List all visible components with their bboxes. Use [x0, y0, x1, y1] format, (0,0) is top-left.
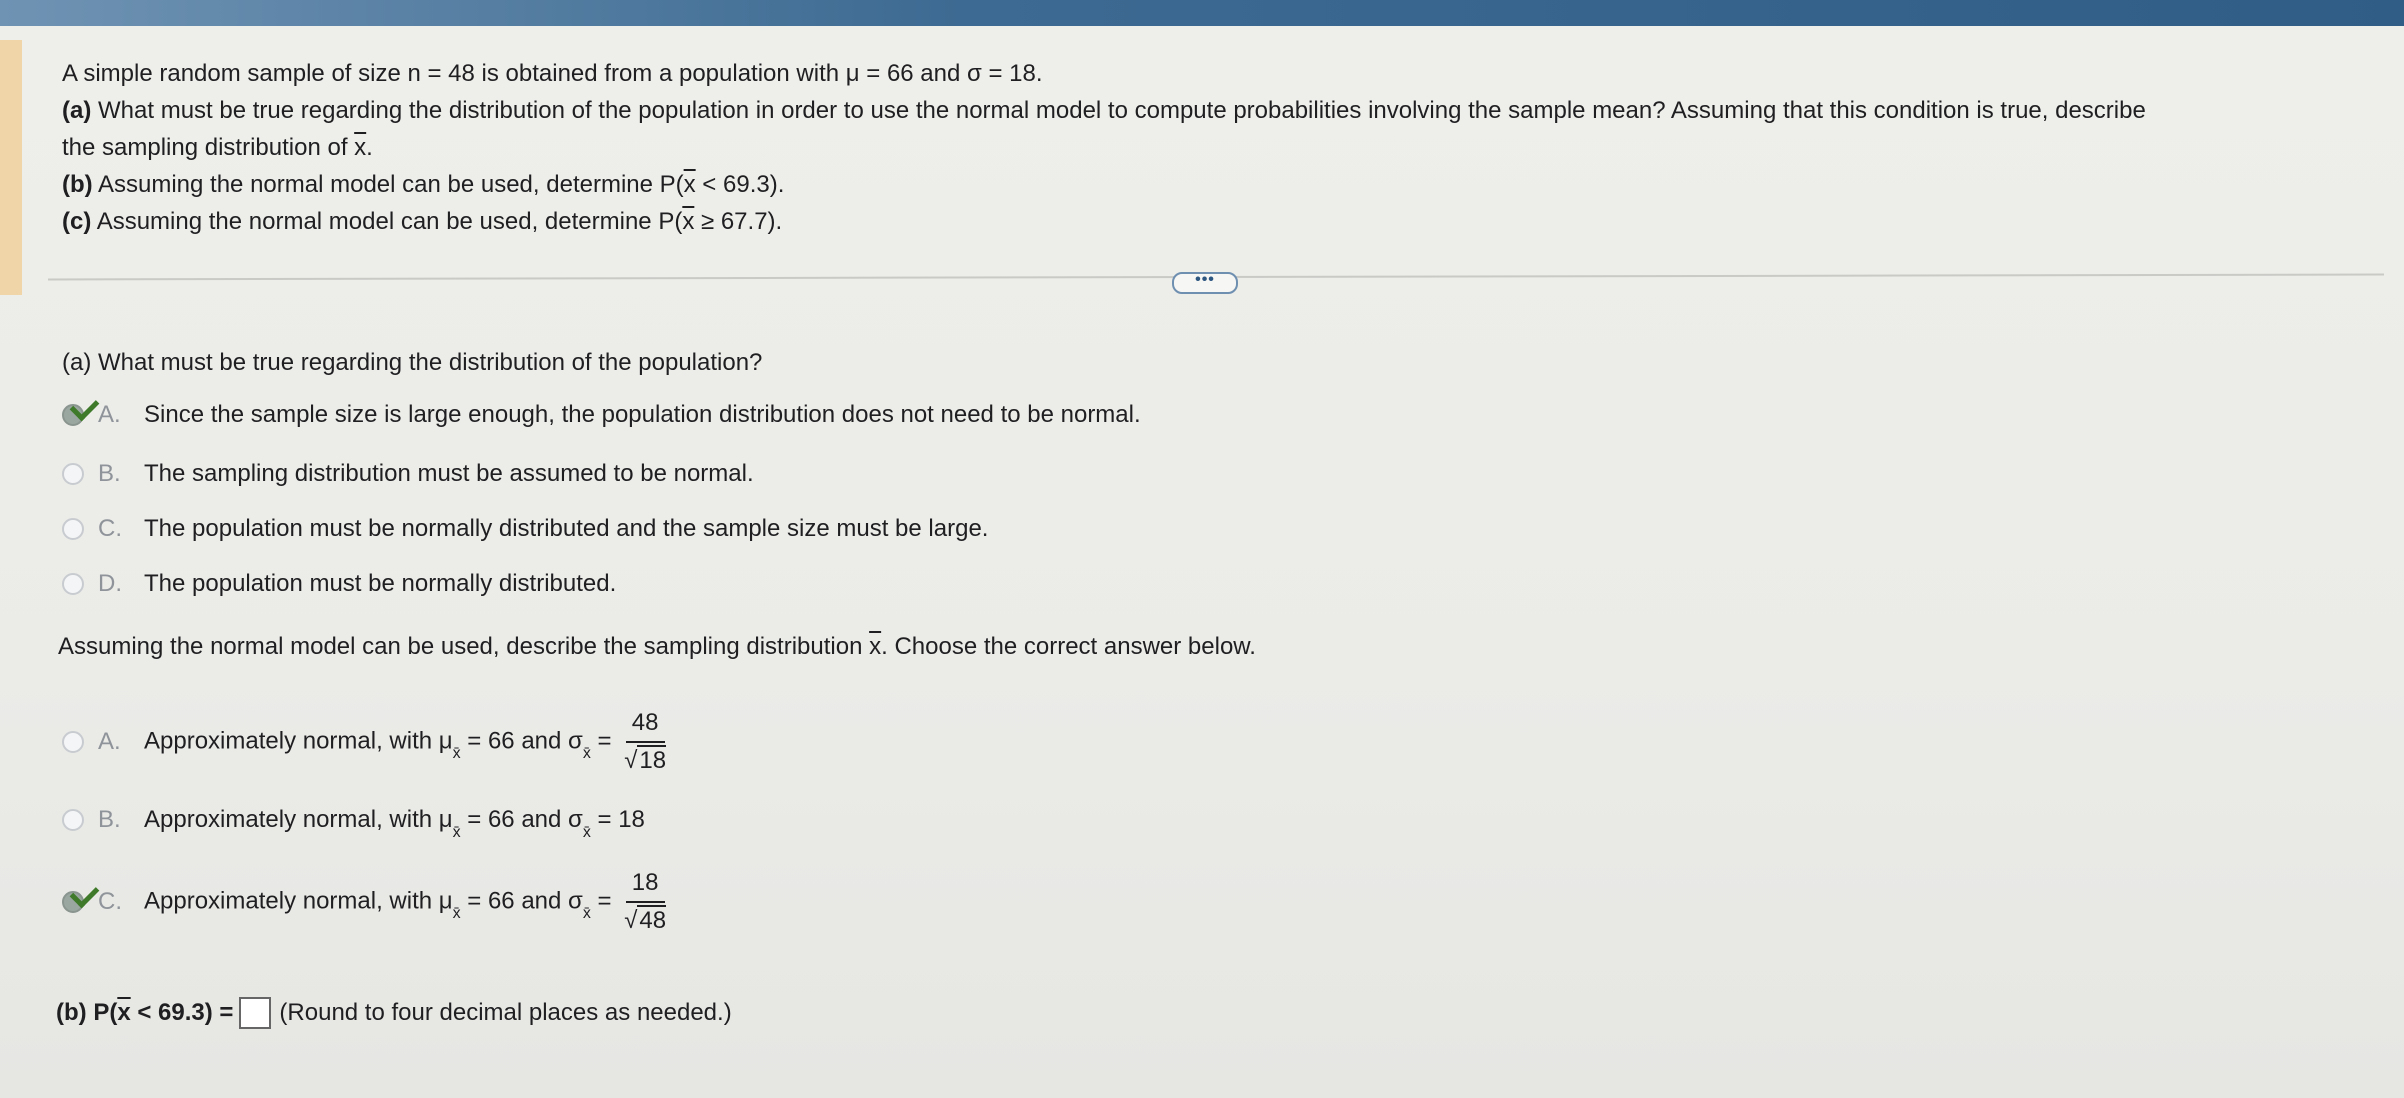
- fraction: $\frac{48}{√18}$: [624, 709, 667, 774]
- answer-input-box[interactable]: [239, 997, 271, 1029]
- radio-button[interactable]: [62, 518, 84, 540]
- option-text: The population must be normally distributed.: [144, 570, 617, 597]
- part-a-option-c[interactable]: [62, 511, 988, 547]
- question-part-a-cont: the sampling distribution of $\overline{x}$.: [62, 134, 373, 161]
- expand-more-button[interactable]: •••: [1172, 272, 1238, 294]
- radio-selected[interactable]: [62, 404, 84, 426]
- question-stem: [62, 55, 2362, 240]
- option-letter: C.: [98, 515, 122, 542]
- radio-button[interactable]: [62, 573, 84, 595]
- question-part-a: (a) What must be true regarding the distribution of the population in order to use the normal model to compute probabilities involving the sample mean? Assuming that this condition is true, describe: [62, 97, 2146, 124]
- option-letter: A.: [98, 401, 121, 428]
- option-text: The population must be normally distributed and the sample size must be large.: [144, 515, 989, 542]
- radio-button[interactable]: [62, 809, 84, 831]
- option-letter: B.: [98, 460, 121, 487]
- radio-button[interactable]: [62, 463, 84, 485]
- option-letter: A.: [98, 728, 121, 755]
- sampling-option-b[interactable]: B. Approximately normal, with $\mu_{x̄} = 66$ and $\sigma_{x̄} = 18$: [62, 800, 645, 840]
- browser-top-bar: [0, 0, 2404, 26]
- option-letter: D.: [98, 570, 122, 597]
- checkmark-icon: [70, 392, 100, 422]
- sampling-option-c[interactable]: C. Approximately normal, with $\mu_{x̄} = 66$ and $\sigma_{x̄}$ = $\frac{18}{√48}$: [62, 872, 666, 932]
- part-a-option-b[interactable]: [62, 456, 754, 492]
- option-text: The sampling distribution must be assumed to be normal.: [144, 460, 754, 487]
- sampling-option-a[interactable]: A. Approximately normal, with $\mu_{x̄} = 66$ and $\sigma_{x̄}$ = $\frac{48}{√18}$: [62, 712, 666, 772]
- question-part-c: (c) Assuming the normal model can be used, determine $P(\overline{x} \ge 67.7)$.: [62, 208, 783, 235]
- option-letter: B.: [98, 806, 121, 833]
- sampling-distribution-prompt: Assuming the normal model can be used, describe the sampling distribution $\overline{x}$. Choose the correct answer below.: [58, 633, 1256, 660]
- question-line1: A simple random sample of size n = 48 is obtained from a population with μ = 66 and σ = 18.: [62, 60, 1043, 87]
- part-a-title: (a) What must be true regarding the distribution of the population?: [62, 349, 763, 376]
- option-letter: C.: [98, 888, 122, 915]
- option-text: Since the sample size is large enough, the population distribution does not need to be normal.: [144, 401, 1141, 428]
- part-b-answer-row: (b) $P(\overline{x} < 69.3)$ = (Round to four decimal places as needed.): [56, 997, 732, 1029]
- rounding-hint: (Round to four decimal places as needed.): [279, 999, 732, 1026]
- checkmark-icon: [70, 879, 100, 909]
- left-highlight-tab: [0, 40, 22, 295]
- radio-button[interactable]: [62, 731, 84, 753]
- fraction: $\frac{18}{√48}$: [624, 869, 667, 934]
- part-a-option-a[interactable]: [62, 397, 1141, 433]
- radio-selected[interactable]: [62, 891, 84, 913]
- part-a-option-d[interactable]: [62, 566, 616, 602]
- question-part-b: (b) Assuming the normal model can be used, determine $P(\overline{x} < 69.3)$.: [62, 171, 785, 198]
